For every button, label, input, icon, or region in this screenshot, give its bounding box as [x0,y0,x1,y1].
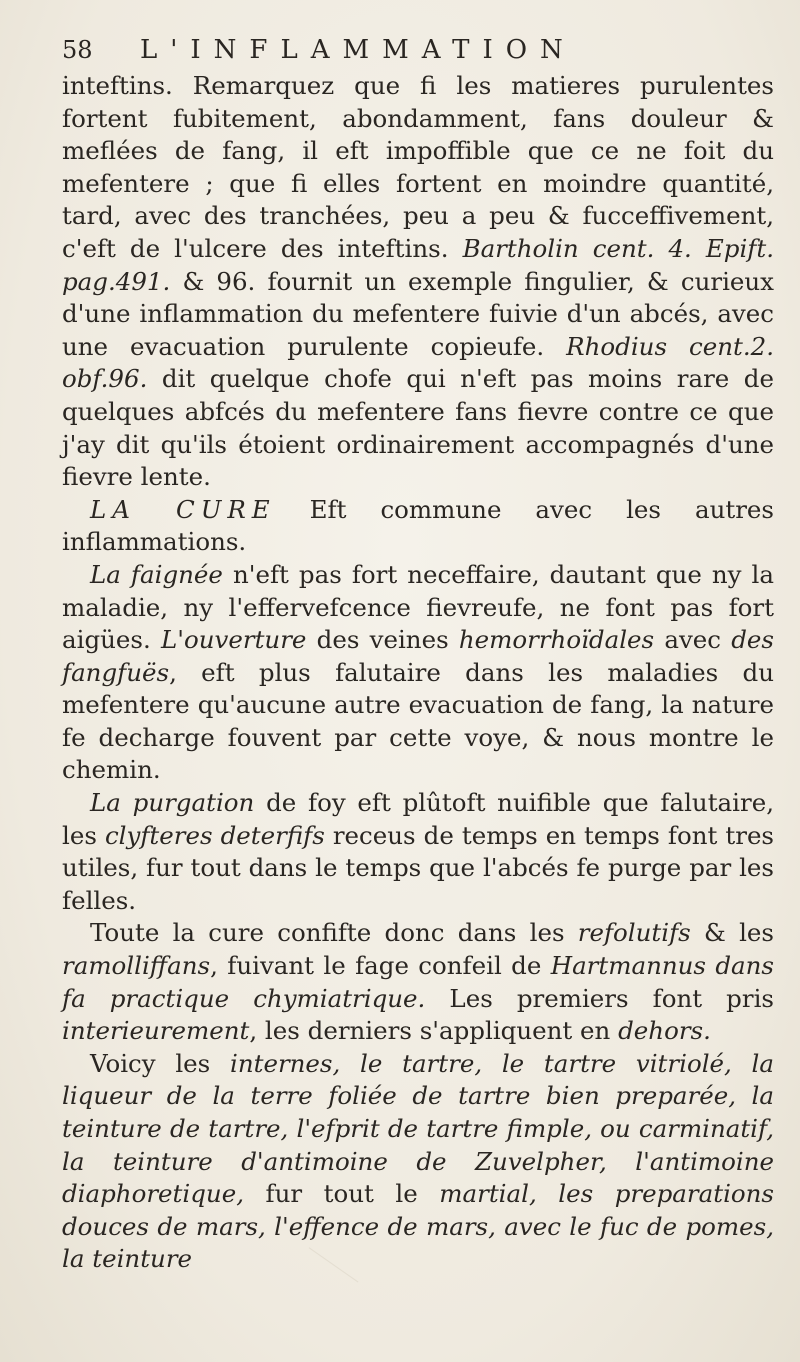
paragraph [62,787,774,917]
italic-text: LA CURE [90,494,276,524]
paragraph [62,559,774,787]
italic-text: Bartholin cent. 4. Epift. pag.491. [62,233,774,296]
paragraph [62,1048,774,1276]
text-run: , fuivant le fage confeil de [210,951,551,981]
body-text [62,70,774,1276]
italic-text: interieurement [62,1016,250,1046]
running-title: L'INFLAMMATION [140,35,576,65]
text-run: avec [654,625,732,655]
italic-text: Rhodius cent.2. obf.96. [62,331,774,394]
text-run: de foy eft plûtoft nuifible que falutaire, les [62,788,774,850]
text-run: n'eft pas fort neceffaire, dautant que ny la maladie, ny l'effervefcence fievreufe, ne font pas fort aigües. [62,559,774,655]
text-run: , les derniers s'appliquent en [249,1016,619,1046]
text-run: Eft commune avec les autres inflammations. [62,494,774,557]
text-run: Voicy les [90,1048,230,1078]
italic-text: L'ouverture [161,625,307,655]
paragraph [62,917,774,1047]
text-run: Toute la cure confifte donc dans les [90,918,578,948]
text-run: , eft plus falutaire dans les maladies du mefentere qu'aucune autre evacuation de fang, la nature fe decharge fouvent par cette voye, & nous montre le chemin. [62,657,774,785]
text-run: & les [690,918,774,948]
italic-text: La faignée [90,559,223,589]
text-run: Les premiers font pris [425,983,774,1013]
running-head [62,34,752,66]
italic-text: refolutifs [577,918,691,948]
italic-text: martial, les preparations douces de mars, l'effence de mars, avec le fuc de pomes, la teinture [62,1179,775,1274]
italic-text: dehors. [618,1016,711,1046]
text-run: des veines [306,625,459,655]
page-number: 58 [62,36,93,64]
paragraph [62,494,774,559]
text-run: inteftins. Remarquez que fi les matieres purulentes fortent fubitement, abondamment, fans douleur & meflées de fang, il eft impoffible que ce ne foit du mefentere ; que fi elles fortent en moindre quantité, tard, avec des tranchées, peu a peu & fucceffivement, c'eft de l'ulcere des inteftins. [62,71,774,263]
text-run: receus de temps en temps font tres utiles, fur tout dans le temps que l'abcés fe purge par les felles. [62,820,775,915]
italic-text: clyfteres deterfifs [104,820,325,850]
italic-text: hemorrhoïdales [458,625,655,655]
italic-text: La purgation [90,788,255,818]
text-run: & 96. fournit un exemple fingulier, & curieux d'une inflammation du mefentere fuivie d'un abcés, avec une evacuation purulente copieufe. [62,266,774,361]
text-run: dit quelque chofe qui n'eft pas moins rare de quelques abfcés du mefentere fans fievre contre ce que j'ay dit qu'ils étoient ordinairement accompagnés d'une fievre lente. [62,364,774,492]
italic-text: des fangfuës [62,625,774,687]
italic-text: ramolliffans [62,951,211,981]
text-run: fur tout le [243,1179,440,1209]
paragraph [62,70,774,494]
italic-text: Hartmannus dans fa practique chymiatrique. [62,951,774,1013]
italic-text: internes, le tartre, le tartre vitriolé, la liqueur de la terre foliée de tartre bien preparée, la teinture de tartre, l'efprit de tartre fimple, ou carminatif, la teinture d'antimoine de Zuvelpher, l'antimoine diaphoretique, [62,1048,774,1209]
